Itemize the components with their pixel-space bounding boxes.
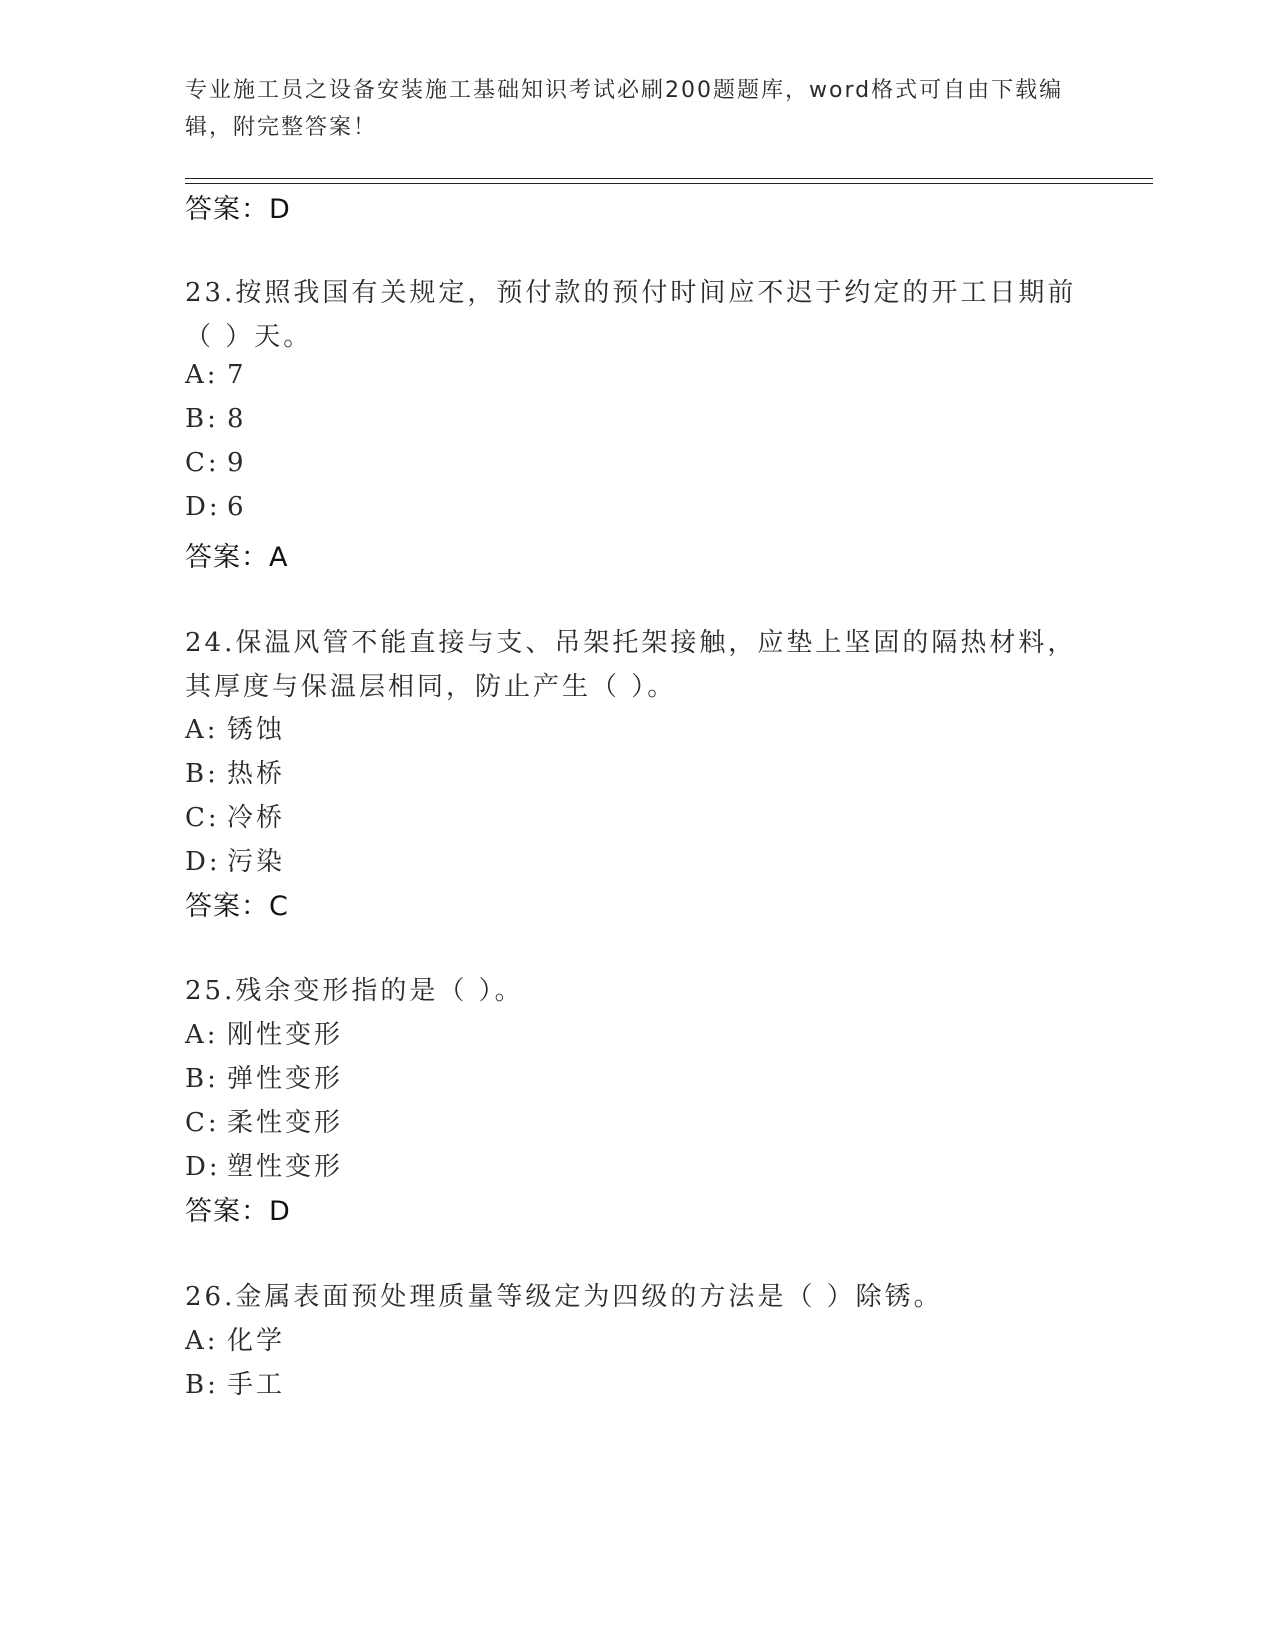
question-23-option-a (185, 360, 247, 390)
option-key: B: (185, 1064, 219, 1094)
question-25-stem-line-1: 25.残余变形指的是（ ）。 (185, 976, 524, 1006)
option-key: D: (185, 1152, 221, 1182)
question-24-stem-line-1: 24.保温风管不能直接与支、吊架托架接触，应垫上坚固的隔热材料， (185, 628, 1077, 658)
question-24-option-c (185, 797, 285, 834)
question-26-option-a (185, 1320, 285, 1357)
document-header-title: 专业施工员之设备安装施工基础知识考试必刷200题题库，word格式可自由下载编辑，附完整答案！ (185, 78, 1064, 140)
option-text: 塑性变形 (227, 1152, 344, 1182)
question-23-option-b (185, 404, 247, 434)
option-text: 弹性变形 (227, 1064, 344, 1094)
question-23-option-d (185, 492, 247, 522)
option-key: C: (185, 803, 220, 833)
option-key: D: (185, 847, 221, 877)
option-text: 锈蚀 (227, 715, 286, 745)
option-key: B: (185, 759, 219, 789)
question-23-option-c (185, 448, 247, 478)
question-26-stem-line-1: 26.金属表面预处理质量等级定为四级的方法是（ ）除锈。 (185, 1282, 943, 1312)
option-text: 污染 (227, 847, 286, 877)
question-23-stem-line-1: 23.按照我国有关规定，预付款的预付时间应不迟于约定的开工日期前 (185, 278, 1077, 308)
question-23-answer: 答案：A (185, 542, 289, 573)
option-key: B: (185, 1370, 219, 1400)
question-24-option-d (185, 841, 285, 878)
option-text: 9 (227, 448, 247, 478)
option-key: C: (185, 448, 220, 478)
question-24-answer: 答案：C (185, 891, 289, 922)
question-25-option-a (185, 1014, 343, 1051)
option-text: 刚性变形 (227, 1020, 344, 1050)
option-text: 6 (227, 492, 247, 522)
option-key: C: (185, 1108, 220, 1138)
option-key: A: (185, 715, 219, 745)
option-key: A: (185, 1326, 219, 1356)
option-key: B: (185, 404, 219, 434)
header-divider-top (185, 178, 1153, 179)
header-divider-bottom (185, 183, 1153, 184)
question-23-stem-line-2: （ ）天。 (185, 322, 313, 352)
question-25-option-b (185, 1058, 343, 1095)
question-25-option-d (185, 1146, 343, 1183)
question-24-option-a (185, 709, 285, 746)
question-24-stem-line-2: 其厚度与保温层相同，防止产生（ ）。 (185, 672, 677, 702)
option-key: A: (185, 1020, 219, 1050)
option-text: 柔性变形 (227, 1108, 344, 1138)
question-25-answer: 答案：D (185, 1196, 291, 1227)
question-26-option-b (185, 1364, 285, 1401)
option-key: D: (185, 492, 221, 522)
option-text: 8 (227, 404, 247, 434)
answer-22: 答案：D (185, 194, 291, 225)
option-text: 化学 (227, 1326, 286, 1356)
option-text: 7 (227, 360, 247, 390)
option-key: A: (185, 360, 219, 390)
question-24-option-b (185, 753, 285, 790)
option-text: 热桥 (227, 759, 286, 789)
option-text: 手工 (227, 1370, 286, 1400)
option-text: 冷桥 (227, 803, 286, 833)
question-25-option-c (185, 1102, 343, 1139)
